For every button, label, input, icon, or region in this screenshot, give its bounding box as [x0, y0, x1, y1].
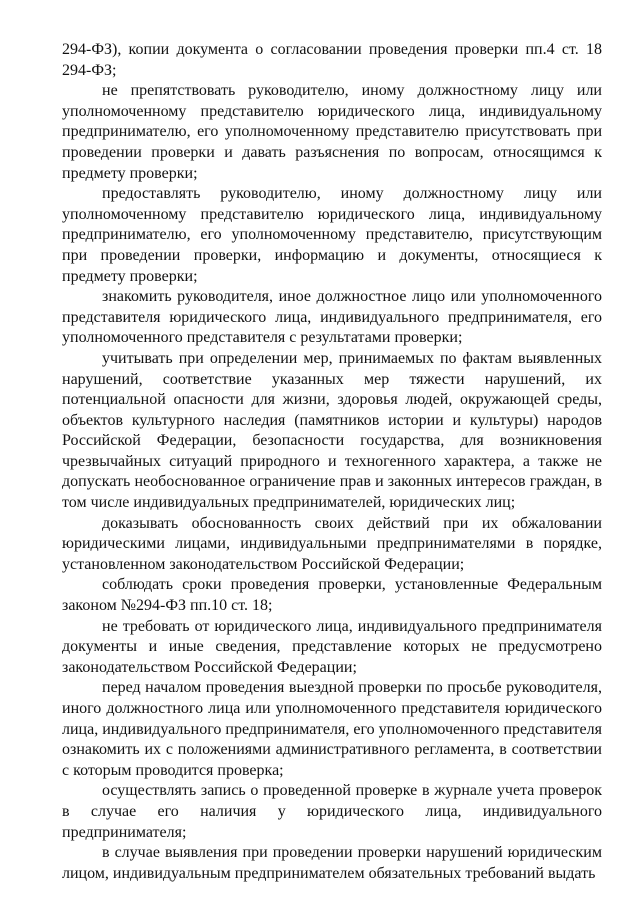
paragraph-provide-information: предоставлять руководителю, иному должностному лицу или уполномоченному представителю юридического лица, индивидуальному предпринимателю, его уполномоченному представителю, присутствующим при проведении проверки, информацию и документы, относящиеся к предмету проверки;	[62, 185, 602, 285]
paragraph-prove-validity: доказывать обоснованность своих действий при их обжаловании юридическими лицами, индивидуальными предпринимателями в порядке, установленном законодательством Российской Федерации;	[62, 514, 602, 573]
paragraph-issue-order: в случае выявления при проведении проверки нарушений юридическим лицом, индивидуальным предпринимателем обязательных требований выдать	[62, 844, 602, 882]
paragraph-familiarize-regulations: перед началом проведения выездной проверки по просьбе руководителя, иного должностного лица или уполномоченного представителя юридического лица, индивидуального предпринимателя, его уполномоченного представителя ознакомить их с положениями административного регламента, в соответствии с которым проводится проверка;	[62, 679, 602, 779]
document-page	[62, 40, 602, 884]
paragraph-observe-deadlines: соблюдать сроки проведения проверки, установленные Федеральным законом №294-ФЗ пп.10 ст. 18;	[62, 576, 602, 615]
paragraph-acquaint-results: знакомить руководителя, иное должностное лицо или уполномоченного представителя юридического лица, индивидуального предпринимателя, его уполномоченного представителя с результатами проверки;	[62, 288, 602, 347]
paragraph-no-obstruction: не препятствовать руководителю, иному должностному лицу или уполномоченному представителю юридического лица, индивидуальному предпринимателю, его уполномоченному представителю присутствовать при проведении проверки и давать разъяснения по вопросам, относящимся к предмету проверки;	[62, 82, 602, 182]
paragraph-continuation: 294-ФЗ), копии документа о согласовании проведения проверки пп.4 ст. 18 294-ФЗ;	[62, 41, 602, 79]
paragraph-not-require-documents: не требовать от юридического лица, индивидуального предпринимателя документы и иные сведения, представление которых не предусмотрено законодательством Российской Федерации;	[62, 617, 602, 676]
paragraph-consider-measures: учитывать при определении мер, принимаемых по фактам выявленных нарушений, соответствие указанных мер тяжести нарушений, их потенциальной опасности для жизни, здоровья людей, окружающей среды, объектов культурного наследия (памятников истории и культуры) народов Российской Федерации, безопасности государства, для возникновения чрезвычайных ситуаций природного и техногенного характера, а также не допускать необоснованное ограничение прав и законных интересов граждан, в том числе индивидуальных предпринимателей, юридических лиц;	[62, 349, 602, 512]
paragraph-journal-record: осуществлять запись о проведенной проверке в журнале учета проверок в случае его наличия у юридического лица, индивидуального предпринимателя;	[62, 782, 602, 841]
